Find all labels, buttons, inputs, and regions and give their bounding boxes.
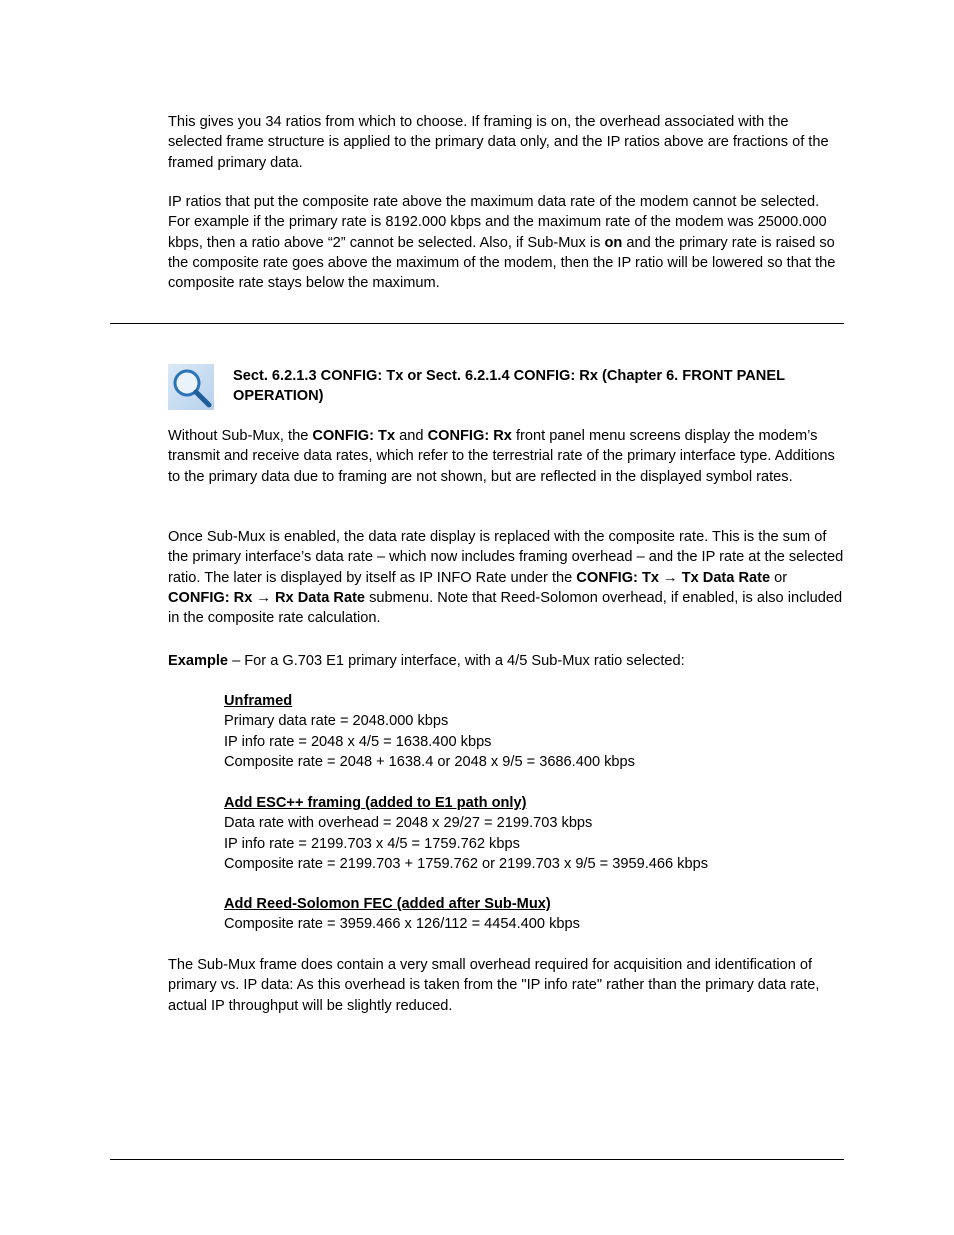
magnifier-reference-icon — [168, 364, 214, 410]
example-reed-solomon: Add Reed-Solomon FEC (added after Sub-Mux) Composite rate = 3959.466 x 126/112 = 4454.400 kbps — [224, 894, 844, 935]
example-heading-esc: Add ESC++ framing (added to E1 path only) — [224, 795, 527, 811]
example-heading-rs: Add Reed-Solomon FEC (added after Sub-Mux) — [224, 896, 551, 912]
section-divider-top — [110, 323, 844, 324]
paragraph-example: Example – For a G.703 E1 primary interface, with a 4/5 Sub-Mux ratio selected: — [168, 653, 685, 669]
example-unframed: Unframed Primary data rate = 2048.000 kbps IP info rate = 2048 x 4/5 = 1638.400 kbps Composite rate = 2048 + 1638.4 or 2048 x 9/5 = 3686.400 kbps — [224, 691, 844, 772]
footer-divider — [110, 1159, 844, 1160]
paragraph-submux-enabled: Once Sub-Mux is enabled, the data rate display is replaced with the composite rate. This is the sum of the primary interface’s data rate – which now includes framing overhead – and the IP rate at the selected ratio. The later is displayed by itself as IP INFO Rate under the CONFIG: Tx → Tx Data Rate or CONFIG: Rx → Rx Data Rate submenu. Note that Reed-Solomon overhead, if enabled, is also included in the composite rate calculation. — [168, 529, 844, 627]
reference-note: Sect. 6.2.1.3 CONFIG: Tx or Sect. 6.2.1.4 CONFIG: Rx (Chapter 6. FRONT PANEL OPERATION) — [233, 368, 785, 405]
example-heading-unframed: Unframed — [224, 693, 293, 709]
example-esc-framing: Add ESC++ framing (added to E1 path only) Data rate with overhead = 2048 x 29/27 = 2199.703 kbps IP info rate = 2199.703 x 4/5 = 1759.762 kbps Composite rate = 2199.703 + 1759.762 or 2199.703 x 9/5 = 3959.466 kbps — [224, 793, 844, 874]
paragraph-without-submux: Without Sub-Mux, the CONFIG: Tx and CONFIG: Rx front panel menu screens display the modem’s transmit and receive data rates, which refer to the terrestrial rate of the primary interface type. Additions to the primary data due to framing are not shown, but are reflected in the displayed symbol rates. — [168, 428, 835, 485]
paragraph-ip-ratio-limits: IP ratios that put the composite rate above the maximum data rate of the modem cannot be selected. For example if the primary rate is 8192.000 kbps and the maximum rate of the modem was 25000.000 kbps, then a ratio above “2” cannot be selected. Also, if Sub-Mux is on and the primary rate is raised so the composite rate goes above the maximum of the modem, then the IP ratio will be lowered so that the composite rate stays below the maximum. — [168, 194, 836, 292]
paragraph-ratios-intro: This gives you 34 ratios from which to choose. If framing is on, the overhead associated with the selected frame structure is applied to the primary data only, and the IP ratios above are fractions of the framed primary data. — [168, 114, 829, 171]
paragraph-submux-overhead: The Sub-Mux frame does contain a very small overhead required for acquisition and identification of primary vs. IP data: As this overhead is taken from the "IP info rate" rather than the primary data rate, actual IP throughput will be slightly reduced. — [168, 957, 820, 1014]
